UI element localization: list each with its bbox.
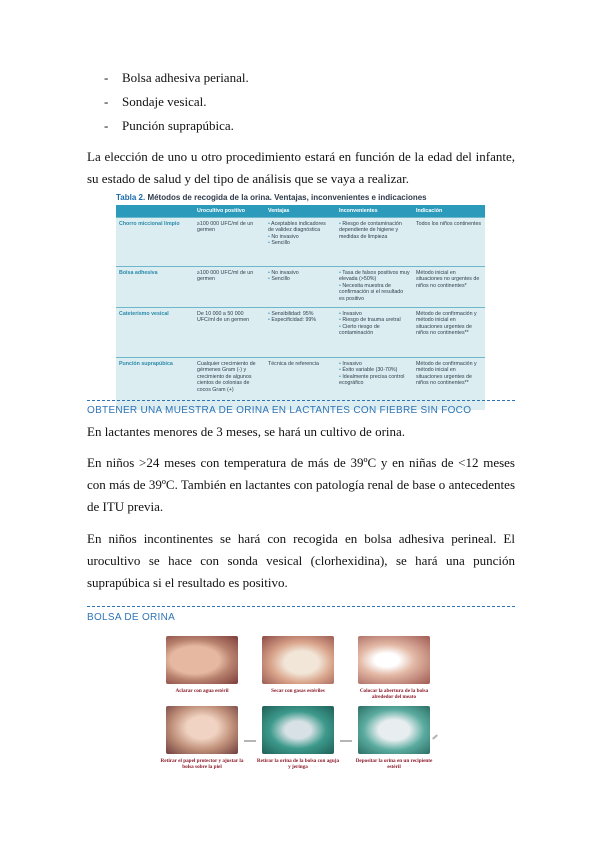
- positive-cell: ≥100 000 UFC/ml de un germen: [194, 267, 265, 308]
- list-item: - Sondaje vesical.: [104, 94, 207, 109]
- table-caption: Tabla 2. Métodos de recogida de la orina. Ventajas, inconvenientes e indicaciones: [116, 193, 427, 202]
- section-divider: [87, 400, 515, 401]
- indication-cell: Método de confirmación y método inicial en situaciones urgentes de niños no continentes**: [413, 308, 485, 358]
- method-cell: Cateterismo vesical: [116, 308, 194, 358]
- column-header: Ventajas: [265, 205, 336, 218]
- section-divider: [87, 606, 515, 607]
- step-caption: Retirar el papel protector y ajustar la bolsa sobre la piel: [160, 758, 244, 770]
- column-header: Indicación: [413, 205, 485, 218]
- section-title: BOLSA DE ORINA: [87, 612, 176, 623]
- disadvantages-cell: • Invasivo • Éxito variable (30-70%) • Idealmente precisa control ecográfico: [336, 358, 413, 410]
- bullet-list: [104, 66, 249, 138]
- method-cell: Bolsa adhesiva: [116, 267, 194, 308]
- step-photo: [358, 636, 430, 684]
- step-caption: Retirar la orina de la bolsa con aguja y jeringa: [256, 758, 340, 770]
- indication-cell: Todos los niños continentes: [413, 218, 485, 267]
- method-cell: Chorro miccional limpio: [116, 218, 194, 267]
- step-caption: Aclarar con agua estéril: [175, 688, 229, 694]
- arrow-icon: [244, 740, 256, 742]
- positive-cell: ≥100 000 UFC/ml de un germen: [194, 218, 265, 267]
- intro-paragraph: La elección de uno u otro procedimiento estará en función de la edad del infante, su estado de salud y del tipo de análisis que se vaya a realizar.: [87, 149, 515, 186]
- methods-table: [116, 205, 485, 410]
- positive-cell: De 10 000 a 50 000 UFC/ml de un germen: [194, 308, 265, 358]
- step-photo: [262, 706, 334, 754]
- section-title: OBTENER UNA MUESTRA DE ORINA EN LACTANTES CON FIEBRE SIN FOCO: [87, 405, 472, 416]
- arrow-icon: [432, 734, 438, 739]
- indication-cell: Método inicial en situaciones no urgentes de niños no continentes*: [413, 267, 485, 308]
- paragraph: En niños >24 meses con temperatura de más de 39ºC y en niñas de <12 meses con más de 39ºC. También en lactantes con patología renal de base o antecedentes de ITU previa.: [87, 455, 515, 514]
- indication-cell: Método de confirmación y método inicial en situaciones urgentes de niños no continentes**: [413, 358, 485, 410]
- column-header: Urocultivo positivo: [194, 205, 265, 218]
- step-photo: [358, 706, 430, 754]
- table-row: [116, 308, 485, 358]
- paragraph: En lactantes menores de 3 meses, se hará un cultivo de orina.: [87, 424, 406, 439]
- step-photo: [262, 636, 334, 684]
- step-caption: Colocar la abertura de la bolsa alrededor del meato: [359, 688, 429, 700]
- advantages-cell: • Aceptables indicadores de validez diagnóstica • No invasivo • Sencillo: [265, 218, 336, 267]
- column-header: Inconvenientes: [336, 205, 413, 218]
- positive-cell: Cualquier crecimiento de gérmenes Gram (-) y crecimiento de algunos cientos de colonias de cocos Gram (+): [194, 358, 265, 410]
- disadvantages-cell: • Tasa de falsos positivos muy elevada (>50%) • Necesita muestra de confirmación si el resultado es positivo: [336, 267, 413, 308]
- step-photo: [166, 706, 238, 754]
- arrow-icon: [340, 740, 352, 742]
- advantages-cell: Técnica de referencia: [265, 358, 336, 410]
- step-caption: Depositar la orina en un recipiente estéril: [355, 758, 433, 770]
- disadvantages-cell: • Invasivo • Riesgo de trauma uretral • Cierto riesgo de contaminación: [336, 308, 413, 358]
- column-header: [116, 205, 194, 218]
- step-photo: [166, 636, 238, 684]
- list-item: - Bolsa adhesiva perianal.: [104, 70, 249, 85]
- table-row: [116, 218, 485, 267]
- step-caption: Secar con gasas estériles: [271, 688, 325, 694]
- paragraph: En niños incontinentes se hará con recogida en bolsa adhesiva perineal. El urocultivo se hace con sonda vesical (clorhexidina), se hará una punción suprapúbica si el resultado es positivo.: [87, 531, 515, 590]
- table-header-row: [116, 205, 485, 218]
- method-cell: Punción suprapúbica: [116, 358, 194, 410]
- table-row: [116, 358, 485, 410]
- urine-bag-steps-figure: [160, 628, 438, 778]
- table-row: [116, 267, 485, 308]
- disadvantages-cell: • Riesgo de contaminación dependiente de higiene y medidas de limpieza: [336, 218, 413, 267]
- advantages-cell: • Sensibilidad: 95% • Especificidad: 99%: [265, 308, 336, 358]
- advantages-cell: • No invasivo • Sencillo: [265, 267, 336, 308]
- list-item: - Punción suprapúbica.: [104, 118, 234, 133]
